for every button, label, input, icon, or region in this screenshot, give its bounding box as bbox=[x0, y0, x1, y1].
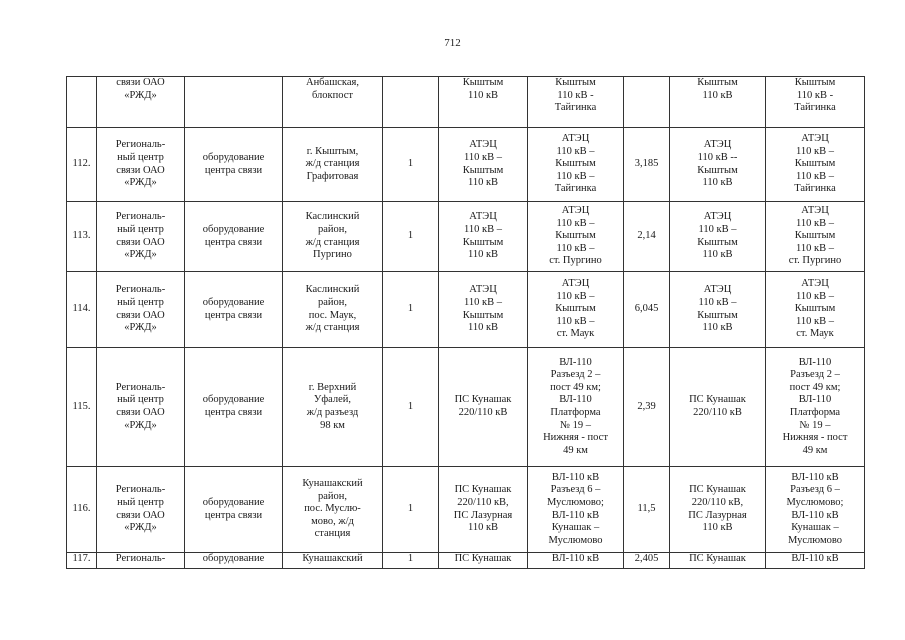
length-cell: 2,405 bbox=[624, 553, 670, 569]
owner-cell: Региональ- ный центр связи ОАО «РЖД» bbox=[97, 202, 185, 272]
type-cell: оборудование центра связи bbox=[185, 272, 283, 348]
row-number: 115. bbox=[67, 348, 97, 467]
owner-cell: Региональ- ный центр связи ОАО «РЖД» bbox=[97, 348, 185, 467]
source-from-cell: ПС Кунашак 220/110 кВ bbox=[439, 348, 528, 467]
location-cell: г. Верхний Уфалей, ж/д разъезд 98 км bbox=[283, 348, 383, 467]
type-cell: оборудование центра связи bbox=[185, 348, 283, 467]
line-to-cell: ВЛ-110 кВ bbox=[766, 553, 865, 569]
type-cell bbox=[185, 77, 283, 128]
row-number: 116. bbox=[67, 467, 97, 553]
source-to-cell: АТЭЦ 110 кВ – Кыштым 110 кВ bbox=[670, 272, 766, 348]
source-from-cell: АТЭЦ 110 кВ – Кыштым 110 кВ bbox=[439, 128, 528, 202]
table-row bbox=[67, 467, 865, 553]
source-to-cell: АТЭЦ 110 кВ -- Кыштым 110 кВ bbox=[670, 128, 766, 202]
owner-cell: Региональ- ный центр связи ОАО «РЖД» bbox=[97, 128, 185, 202]
table-row bbox=[67, 202, 865, 272]
source-to-cell: ПС Кунашак 220/110 кВ bbox=[670, 348, 766, 467]
length-cell: 6,045 bbox=[624, 272, 670, 348]
type-cell: оборудование центра связи bbox=[185, 202, 283, 272]
table-row bbox=[67, 272, 865, 348]
location-cell: г. Кыштым, ж/д станция Графитовая bbox=[283, 128, 383, 202]
source-to-cell: АТЭЦ 110 кВ – Кыштым 110 кВ bbox=[670, 202, 766, 272]
row-number: 113. bbox=[67, 202, 97, 272]
length-cell: 2,14 bbox=[624, 202, 670, 272]
owner-cell: Региональ- ный центр связи ОАО «РЖД» bbox=[97, 467, 185, 553]
source-to-cell: ПС Кунашак bbox=[670, 553, 766, 569]
line-from-cell: ВЛ-110 кВ bbox=[528, 553, 624, 569]
count-cell: 1 bbox=[383, 202, 439, 272]
location-cell: Каслинский район, ж/д станция Пургино bbox=[283, 202, 383, 272]
source-to-cell: ПС Кунашак 220/110 кВ, ПС Лазурная 110 кВ bbox=[670, 467, 766, 553]
line-from-cell: АТЭЦ 110 кВ – Кыштым 110 кВ – ст. Маук bbox=[528, 272, 624, 348]
source-from-cell: АТЭЦ 110 кВ – Кыштым 110 кВ bbox=[439, 272, 528, 348]
line-from-cell: ВЛ-110 кВ Разъезд 6 – Муслюмово; ВЛ-110 кВ Кунашак – Муслюмово bbox=[528, 467, 624, 553]
line-from-cell: Кыштым 110 кВ - Тайгинка bbox=[528, 77, 624, 128]
location-cell: Анбашская, блокпост bbox=[283, 77, 383, 128]
table-row bbox=[67, 77, 865, 128]
row-number bbox=[67, 77, 97, 128]
line-to-cell: АТЭЦ 110 кВ – Кыштым 110 кВ – ст. Маук bbox=[766, 272, 865, 348]
table-body bbox=[67, 77, 865, 569]
length-cell: 11,5 bbox=[624, 467, 670, 553]
count-cell bbox=[383, 77, 439, 128]
owner-cell: связи ОАО «РЖД» bbox=[97, 77, 185, 128]
line-to-cell: АТЭЦ 110 кВ – Кыштым 110 кВ – ст. Пургино bbox=[766, 202, 865, 272]
line-to-cell: АТЭЦ 110 кВ – Кыштым 110 кВ – Тайгинка bbox=[766, 128, 865, 202]
source-from-cell: Кыштым 110 кВ bbox=[439, 77, 528, 128]
type-cell: оборудование bbox=[185, 553, 283, 569]
type-cell: оборудование центра связи bbox=[185, 128, 283, 202]
source-from-cell: ПС Кунашак 220/110 кВ, ПС Лазурная 110 кВ bbox=[439, 467, 528, 553]
line-from-cell: ВЛ-110 Разъезд 2 – пост 49 км; ВЛ-110 Платформа № 19 – Нижняя - пост 49 км bbox=[528, 348, 624, 467]
table-row bbox=[67, 553, 865, 569]
location-cell: Каслинский район, пос. Маук, ж/д станция bbox=[283, 272, 383, 348]
count-cell: 1 bbox=[383, 348, 439, 467]
source-to-cell: Кыштым 110 кВ bbox=[670, 77, 766, 128]
source-from-cell: АТЭЦ 110 кВ – Кыштым 110 кВ bbox=[439, 202, 528, 272]
location-cell: Кунашакский bbox=[283, 553, 383, 569]
line-from-cell: АТЭЦ 110 кВ – Кыштым 110 кВ – ст. Пургино bbox=[528, 202, 624, 272]
page-number: 712 bbox=[444, 37, 461, 49]
length-cell: 2,39 bbox=[624, 348, 670, 467]
count-cell: 1 bbox=[383, 467, 439, 553]
facilities-table bbox=[66, 76, 865, 569]
count-cell: 1 bbox=[383, 553, 439, 569]
row-number: 112. bbox=[67, 128, 97, 202]
owner-cell: Региональ- bbox=[97, 553, 185, 569]
location-cell: Кунашакский район, пос. Муслю- мово, ж/д станция bbox=[283, 467, 383, 553]
source-from-cell: ПС Кунашак bbox=[439, 553, 528, 569]
line-to-cell: Кыштым 110 кВ - Тайгинка bbox=[766, 77, 865, 128]
type-cell: оборудование центра связи bbox=[185, 467, 283, 553]
row-number: 114. bbox=[67, 272, 97, 348]
owner-cell: Региональ- ный центр связи ОАО «РЖД» bbox=[97, 272, 185, 348]
length-cell: 3,185 bbox=[624, 128, 670, 202]
table-row bbox=[67, 348, 865, 467]
length-cell bbox=[624, 77, 670, 128]
count-cell: 1 bbox=[383, 272, 439, 348]
count-cell: 1 bbox=[383, 128, 439, 202]
table-row bbox=[67, 128, 865, 202]
line-from-cell: АТЭЦ 110 кВ – Кыштым 110 кВ – Тайгинка bbox=[528, 128, 624, 202]
line-to-cell: ВЛ-110 кВ Разъезд 6 – Муслюмово; ВЛ-110 кВ Кунашак – Муслюмово bbox=[766, 467, 865, 553]
row-number: 117. bbox=[67, 553, 97, 569]
line-to-cell: ВЛ-110 Разъезд 2 – пост 49 км; ВЛ-110 Платформа № 19 – Нижняя - пост 49 км bbox=[766, 348, 865, 467]
